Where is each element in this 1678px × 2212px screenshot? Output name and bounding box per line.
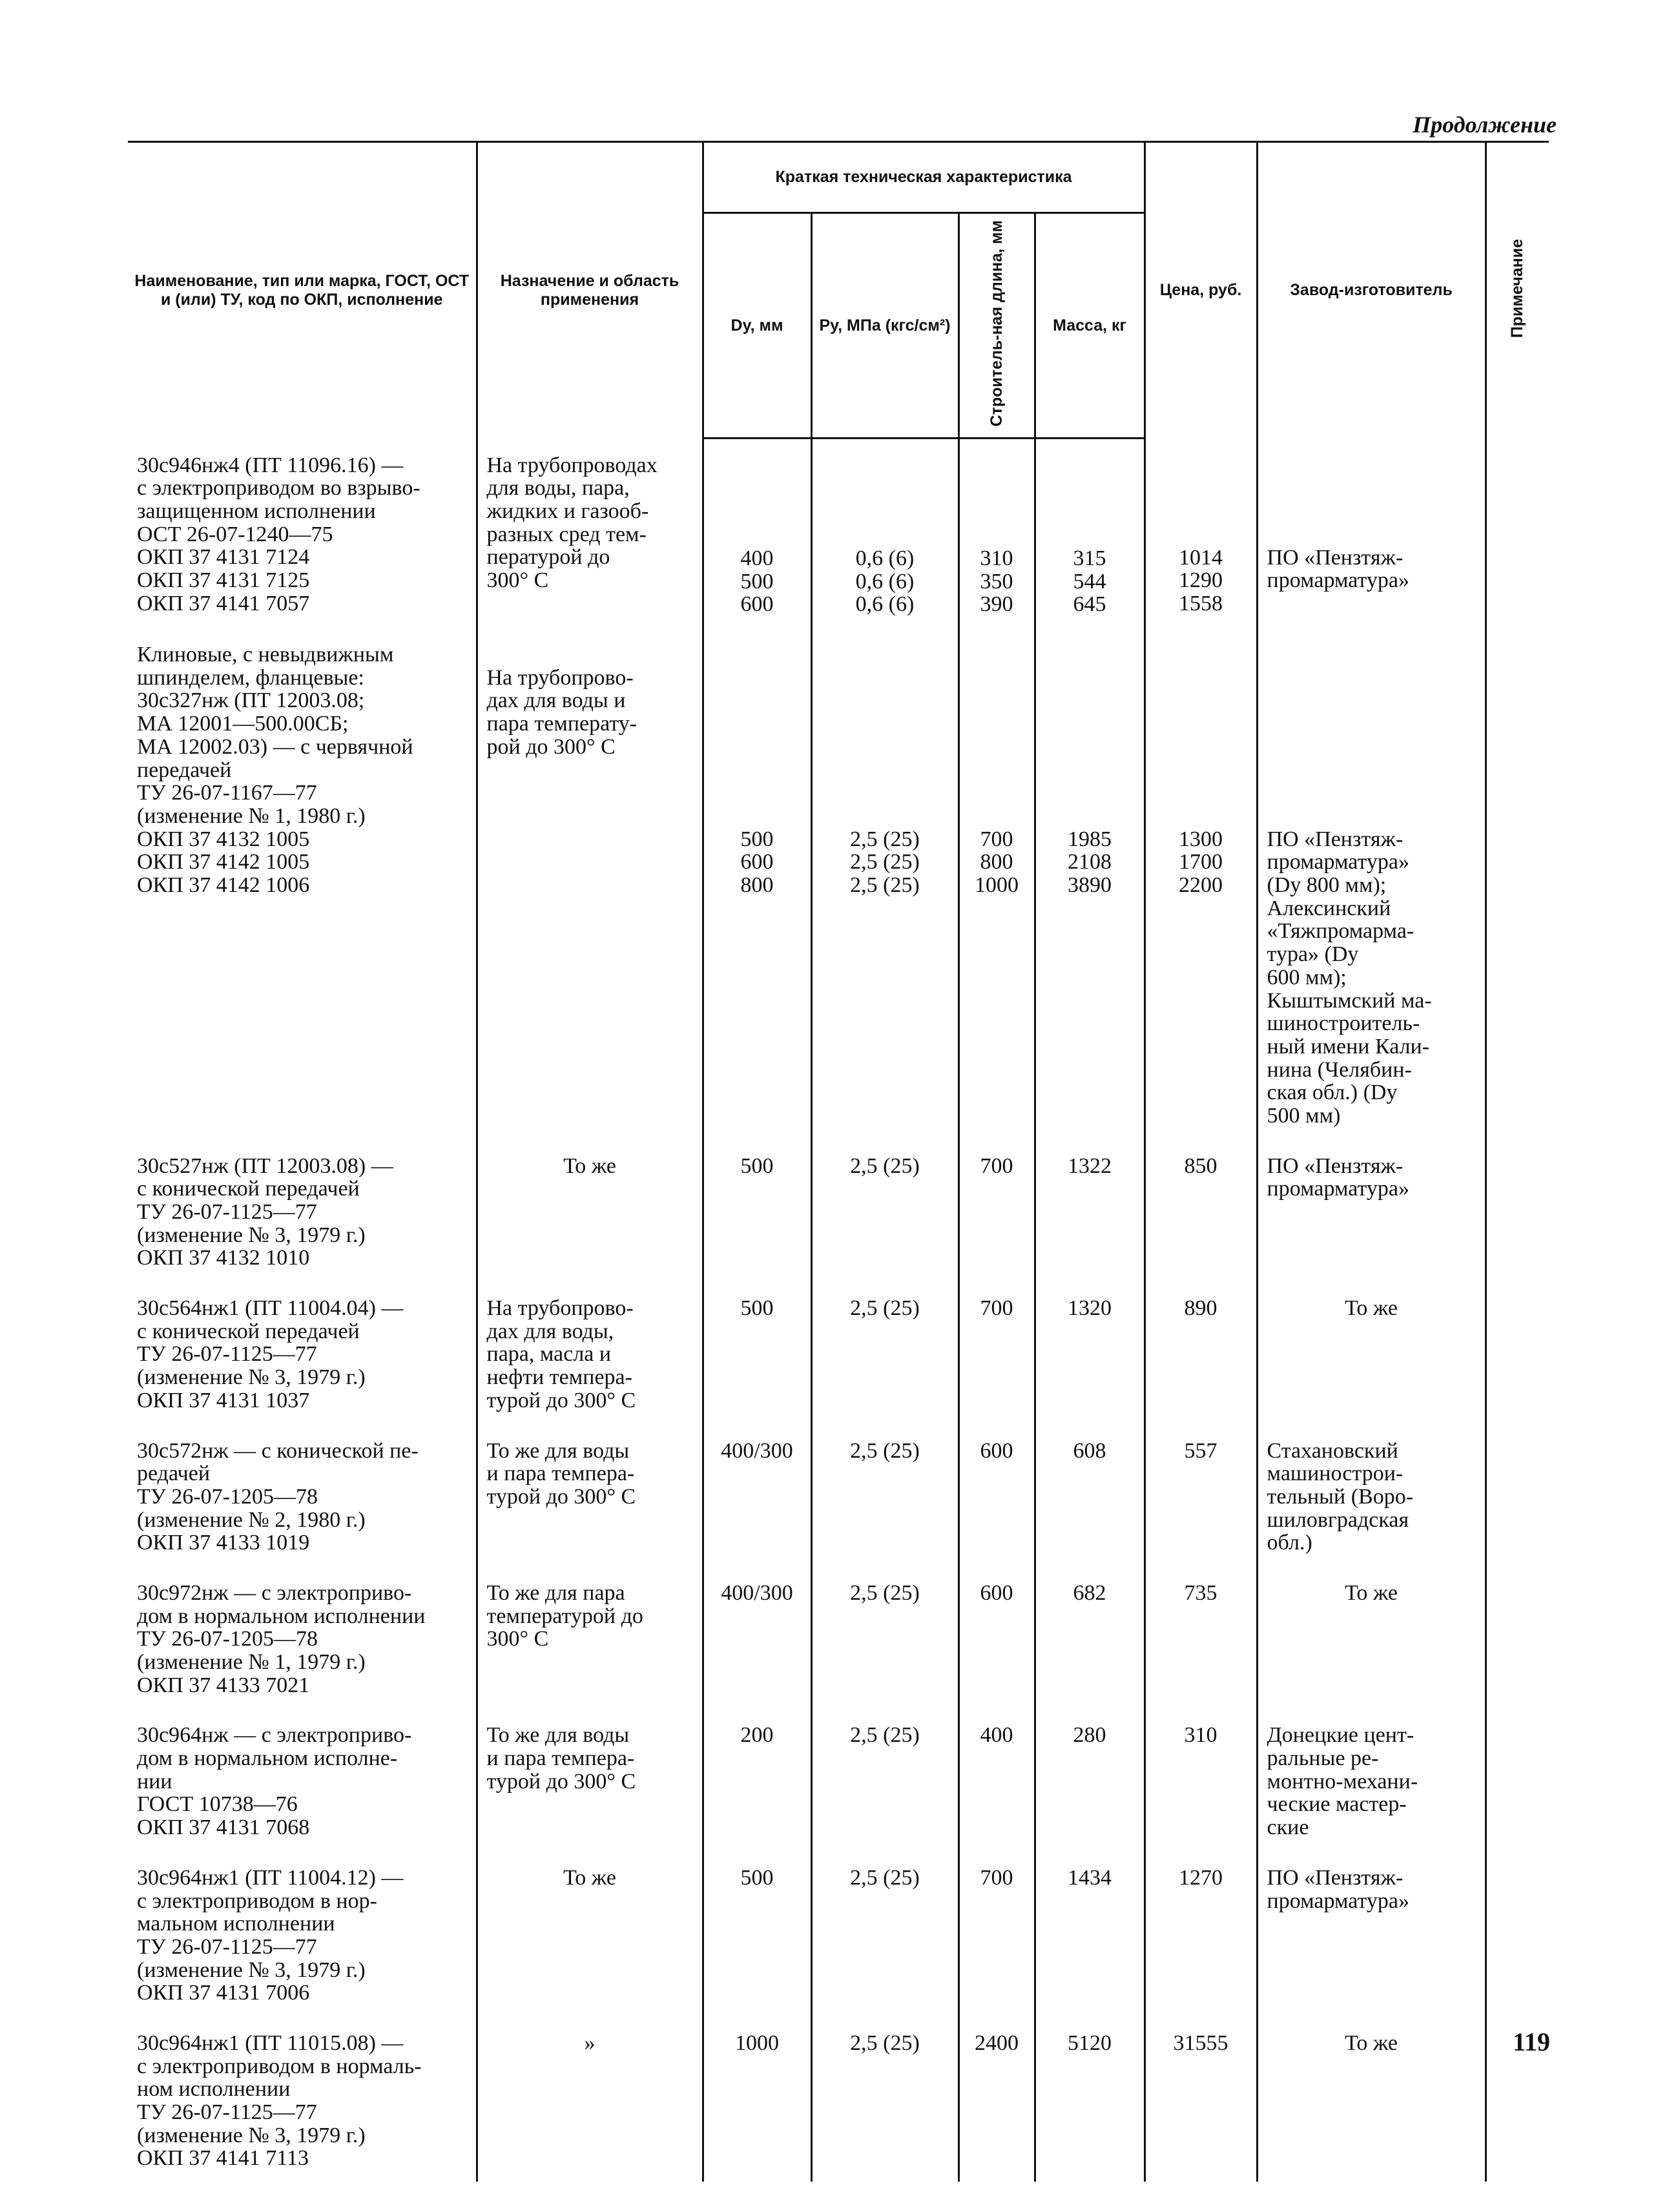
maker-line: Алексинский [1267, 896, 1391, 920]
dy-cell [703, 1424, 811, 1566]
name-line: мальном исполнении [137, 1912, 335, 1936]
length-line: 310 [980, 546, 1013, 571]
price-line: 1700 [1179, 850, 1223, 874]
price-cell [1145, 628, 1257, 1139]
purpose-cell [477, 1566, 703, 1708]
price-line: 1014 [1179, 545, 1223, 570]
name-line: ОКП 37 4132 1010 [137, 1246, 310, 1270]
name-line: ном исполнении [137, 2077, 291, 2102]
py-cell [811, 1708, 958, 1850]
price-cell [1145, 1281, 1257, 1423]
purpose-cell [477, 1708, 703, 1850]
name-line: 30с964нж1 (ПТ 11004.12) — [137, 1865, 404, 1890]
py-cell [811, 439, 958, 628]
py-line: 2,5 (25) [850, 1723, 920, 1748]
purpose-line: турой до 300° С [486, 1769, 636, 1793]
name-line: передачей [137, 758, 232, 782]
name-line: ОКП 37 4131 1037 [137, 1388, 310, 1412]
table-row [128, 628, 1549, 1139]
purpose-line: пературой до [486, 545, 610, 570]
price-line: 850 [1184, 1153, 1217, 1178]
price-line: 1290 [1179, 568, 1223, 593]
maker-line: промарматура» [1267, 1177, 1409, 1201]
name-line: (изменение № 2, 1980 г.) [137, 1507, 366, 1532]
table-row [128, 439, 1549, 628]
name-line: с электроприводом в нор- [137, 1888, 377, 1913]
price-line: 735 [1184, 1580, 1217, 1605]
dy-line: 500 [740, 1296, 774, 1321]
header-note-label: Примечание [1508, 238, 1527, 338]
length-cell [958, 1424, 1035, 1566]
purpose-line: То же для воды [486, 1723, 630, 1748]
maker-line: Донецкие цент- [1267, 1723, 1414, 1748]
name-line: шпинделем, фланцевые: [137, 665, 364, 690]
dy-line: 500 [740, 569, 774, 594]
header-py: Pу, МПа (кгс/см²) [811, 213, 958, 439]
length-line: 700 [980, 1865, 1013, 1890]
purpose-line: для воды, пара, [486, 476, 630, 501]
py-line: 2,5 (25) [850, 1438, 920, 1463]
maker-cell [1257, 628, 1486, 1139]
name-line: дом в нормальном исполне- [137, 1746, 398, 1771]
mass-line: 280 [1073, 1723, 1106, 1748]
table-header [128, 142, 1549, 439]
maker-line: тура» (Dу [1267, 942, 1359, 967]
name-line: 30с564нж1 (ПТ 11004.04) — [137, 1296, 404, 1321]
name-line: защищенном исполнении [137, 499, 376, 524]
dy-cell [703, 2016, 811, 2182]
maker-line: 600 мм); [1267, 965, 1347, 989]
maker-line: «Тяжпромарма- [1267, 919, 1414, 944]
dy-line: 800 [740, 873, 774, 898]
name-line: ОКП 37 4142 1005 [137, 850, 310, 874]
py-line: 2,5 (25) [850, 873, 920, 898]
purpose-line: турой до 300° С [486, 1388, 636, 1412]
mass-cell [1035, 439, 1145, 628]
dy-line: 200 [740, 1723, 774, 1748]
price-cell [1145, 439, 1257, 628]
purpose-line: пара, масла и [486, 1342, 612, 1367]
length-cell [958, 1708, 1035, 1850]
name-cell [128, 1424, 477, 1566]
maker-line: ральные ре- [1267, 1746, 1379, 1771]
note-cell [1486, 1566, 1549, 1708]
maker-line: То же [1345, 2031, 1398, 2055]
py-cell [811, 628, 958, 1139]
header-maker: Завод-изготовитель [1257, 142, 1486, 439]
name-line: ОКП 37 4133 1019 [137, 1531, 310, 1555]
length-line: 700 [980, 1296, 1013, 1321]
maker-line: ческие мастер- [1267, 1792, 1407, 1817]
length-line: 600 [980, 1438, 1013, 1463]
dy-line: 500 [740, 1865, 774, 1890]
length-line: 800 [980, 850, 1013, 874]
mass-cell [1035, 1851, 1145, 2016]
py-line: 2,5 (25) [850, 850, 920, 874]
length-line: 2400 [975, 2031, 1019, 2055]
price-line: 557 [1184, 1438, 1217, 1463]
name-cell [128, 1851, 477, 2016]
name-cell [128, 1708, 477, 1850]
price-line: 1558 [1179, 591, 1223, 615]
length-cell [958, 439, 1035, 628]
purpose-line: На трубопрово- [486, 665, 634, 690]
price-cell [1145, 1851, 1257, 2016]
mass-line: 1434 [1068, 1865, 1112, 1890]
dy-line: 500 [740, 1153, 774, 1178]
dy-cell [703, 1566, 811, 1708]
maker-line: промарматура» [1267, 1888, 1409, 1913]
name-line: 30с572нж — с конической пе- [137, 1438, 419, 1463]
mass-cell [1035, 1281, 1145, 1423]
length-line: 1000 [975, 873, 1019, 898]
name-line: (изменение № 1, 1979 г.) [137, 1650, 366, 1674]
name-line: (изменение № 1, 1980 г.) [137, 803, 366, 828]
note-cell [1486, 1139, 1549, 1281]
name-line: 30с946нж4 (ПТ 11096.16) — [137, 453, 404, 477]
maker-line: нина (Челябин- [1267, 1057, 1412, 1082]
purpose-cell [477, 2016, 703, 2182]
name-cell [128, 1281, 477, 1423]
purpose-line: дах для воды и [486, 688, 626, 713]
purpose-line: нефти темпера- [486, 1365, 632, 1390]
maker-line: ПО «Пензтяж- [1267, 545, 1404, 570]
maker-line: ный имени Кали- [1267, 1034, 1430, 1059]
header-price: Цена, руб. [1145, 142, 1257, 439]
price-line: 890 [1184, 1296, 1217, 1321]
name-line: (изменение № 3, 1979 г.) [137, 1223, 366, 1247]
name-line: ТУ 26-07-1125—77 [137, 1342, 317, 1367]
py-line: 0,6 (6) [855, 546, 915, 571]
py-line: 2,5 (25) [850, 1296, 920, 1321]
dy-cell [703, 1139, 811, 1281]
name-cell [128, 1139, 477, 1281]
maker-line: Стахановский [1267, 1438, 1398, 1463]
name-line: МА 12002.03) — с червячной [137, 734, 413, 759]
name-line: 30с964нж — с электроприво- [137, 1723, 412, 1748]
maker-line: ская обл.) (Dу [1267, 1080, 1398, 1105]
purpose-cell [477, 1851, 703, 2016]
py-cell [811, 1424, 958, 1566]
price-cell [1145, 1139, 1257, 1281]
maker-cell [1257, 1851, 1486, 2016]
valve-spec-table [128, 141, 1549, 2182]
length-line: 350 [980, 569, 1013, 594]
py-line: 2,5 (25) [850, 1153, 920, 1178]
name-line: с электроприводом в нормаль- [137, 2054, 422, 2078]
note-cell [1486, 1424, 1549, 1566]
purpose-line: жидких и газооб- [486, 499, 649, 524]
name-line: редачей [137, 1462, 211, 1486]
header-length [958, 213, 1035, 439]
name-line: ОКП 37 4133 7021 [137, 1673, 310, 1697]
purpose-line: и пара темпера- [486, 1746, 635, 1771]
name-line: 30с964нж1 (ПТ 11015.08) — [137, 2031, 404, 2055]
mass-line: 3890 [1068, 873, 1112, 898]
maker-cell [1257, 1708, 1486, 1850]
purpose-cell [477, 1424, 703, 1566]
maker-cell [1257, 1424, 1486, 1566]
purpose-line: То же [563, 1153, 616, 1178]
purpose-line: турой до 300° С [486, 1484, 636, 1509]
mass-cell [1035, 1424, 1145, 1566]
py-line: 0,6 (6) [855, 569, 915, 594]
mass-line: 1322 [1068, 1153, 1112, 1178]
length-cell [958, 1566, 1035, 1708]
name-line: ОКП 37 4131 7006 [137, 1981, 310, 2005]
name-cell [128, 1566, 477, 1708]
mass-cell [1035, 1566, 1145, 1708]
name-line: ОКП 37 4131 7124 [137, 545, 310, 570]
dy-cell [703, 1708, 811, 1850]
name-line: нии [137, 1769, 172, 1793]
mass-line: 315 [1073, 546, 1106, 571]
py-cell [811, 1566, 958, 1708]
name-line: (изменение № 3, 1979 г.) [137, 1958, 366, 1982]
header-mass: Масса, кг [1035, 213, 1145, 439]
note-cell [1486, 1851, 1549, 2016]
maker-line: промарматура» [1267, 568, 1409, 593]
name-line: ОКП 37 4131 7068 [137, 1815, 310, 1840]
py-line: 2,5 (25) [850, 2031, 920, 2055]
name-line: ОСТ 26-07-1240—75 [137, 522, 333, 546]
name-line: (изменение № 3, 1979 г.) [137, 1365, 366, 1390]
mass-cell [1035, 628, 1145, 1139]
purpose-line: и пара темпера- [486, 1462, 635, 1486]
table-body [128, 439, 1549, 2182]
header-length-label: Строитель-ная длина, мм [987, 220, 1006, 427]
length-cell [958, 1139, 1035, 1281]
price-line: 1300 [1179, 827, 1223, 851]
purpose-line: На трубопроводах [486, 453, 658, 477]
purpose-cell [477, 628, 703, 1139]
dy-line: 600 [740, 592, 774, 617]
mass-line: 1320 [1068, 1296, 1112, 1321]
table-row [128, 1139, 1549, 1281]
py-cell [811, 2016, 958, 2182]
mass-line: 2108 [1068, 850, 1112, 874]
maker-line: машинострои- [1267, 1462, 1404, 1486]
name-line: 30с972нж — с электроприво- [137, 1580, 412, 1605]
price-cell [1145, 1708, 1257, 1850]
purpose-line: дах для воды, [486, 1319, 614, 1343]
name-line: Клиновые, с невыдвижным [137, 643, 394, 667]
maker-line: шиловградская [1267, 1507, 1409, 1532]
maker-line: То же [1345, 1296, 1398, 1321]
maker-line: промарматура» [1267, 850, 1409, 874]
dy-cell [703, 439, 811, 628]
table-row [128, 1851, 1549, 2016]
purpose-line: То же для пара [486, 1580, 625, 1605]
maker-line: тельный (Воро- [1267, 1484, 1414, 1509]
header-name: Наименование, тип или марка, ГОСТ, ОСТ и (или) ТУ, код по ОКП, исполнение [128, 142, 477, 439]
maker-line: ские [1267, 1815, 1309, 1840]
length-cell [958, 1281, 1035, 1423]
name-line: ТУ 26-07-1205—78 [137, 1627, 318, 1651]
mass-cell [1035, 1708, 1145, 1850]
price-line: 31555 [1173, 2031, 1228, 2055]
purpose-line: 300° С [486, 1627, 549, 1651]
length-cell [958, 2016, 1035, 2182]
name-line: ТУ 26-07-1125—77 [137, 1934, 317, 1959]
maker-cell [1257, 439, 1486, 628]
maker-line: ПО «Пензтяж- [1267, 827, 1404, 851]
table-row [128, 2016, 1549, 2182]
header-note [1486, 142, 1549, 439]
header-spec-group: Краткая техническая характеристика [703, 142, 1145, 213]
purpose-line: То же для воды [486, 1438, 630, 1463]
price-cell [1145, 1566, 1257, 1708]
purpose-cell [477, 1281, 703, 1423]
mass-line: 608 [1073, 1438, 1106, 1463]
name-line: 30с327нж (ПТ 12003.08; [137, 688, 365, 713]
py-cell [811, 1139, 958, 1281]
maker-cell [1257, 1281, 1486, 1423]
name-line: с конической передачей [137, 1177, 360, 1201]
purpose-line: разных сред тем- [486, 522, 647, 546]
name-cell [128, 439, 477, 628]
maker-line: 500 мм) [1267, 1103, 1341, 1128]
name-line: ТУ 26-07-1125—77 [137, 2100, 317, 2124]
length-line: 390 [980, 592, 1013, 617]
dy-line: 500 [740, 827, 774, 851]
dy-line: 400/300 [721, 1438, 793, 1463]
name-line: с электроприводом во взрыво- [137, 476, 420, 501]
mass-line: 5120 [1068, 2031, 1112, 2055]
price-line: 2200 [1179, 873, 1223, 898]
mass-line: 544 [1073, 569, 1106, 594]
name-line: ОКП 37 4132 1005 [137, 827, 310, 851]
length-line: 400 [980, 1723, 1013, 1748]
price-line: 1270 [1179, 1865, 1223, 1890]
maker-line: обл.) [1267, 1531, 1312, 1555]
price-cell [1145, 1424, 1257, 1566]
note-cell [1486, 1281, 1549, 1423]
maker-line: монтно-механи- [1267, 1769, 1418, 1793]
dy-line: 1000 [735, 2031, 779, 2055]
maker-line: Кыштымский ма- [1267, 988, 1432, 1013]
name-line: ОКП 37 4131 7125 [137, 568, 310, 593]
name-cell [128, 2016, 477, 2182]
name-line: ОКП 37 4141 7057 [137, 591, 310, 615]
py-line: 0,6 (6) [855, 592, 915, 617]
purpose-line: » [584, 2031, 596, 2055]
name-line: дом в нормальном исполнении [137, 1604, 426, 1628]
name-line: МА 12001—500.00СБ; [137, 712, 349, 736]
dy-line: 600 [740, 850, 774, 874]
table-row [128, 1566, 1549, 1708]
table-row [128, 1424, 1549, 1566]
maker-line: шиностроитель- [1267, 1011, 1420, 1036]
mass-line: 682 [1073, 1580, 1106, 1605]
name-line: (изменение № 3, 1979 г.) [137, 2123, 366, 2147]
dy-cell [703, 1851, 811, 2016]
py-line: 2,5 (25) [850, 827, 920, 851]
mass-line: 1985 [1068, 827, 1112, 851]
dy-cell [703, 628, 811, 1139]
name-line: с конической передачей [137, 1319, 360, 1343]
table-row [128, 1708, 1549, 1850]
purpose-line: пара температу- [486, 712, 637, 736]
table-row [128, 1281, 1549, 1423]
py-line: 2,5 (25) [850, 1865, 920, 1890]
length-line: 600 [980, 1580, 1013, 1605]
continuation-label: Продолжение [1413, 112, 1557, 138]
name-line: 30с527нж (ПТ 12003.08) — [137, 1153, 393, 1178]
name-line: ТУ 26-07-1205—78 [137, 1484, 318, 1509]
note-cell [1486, 628, 1549, 1139]
py-line: 2,5 (25) [850, 1580, 920, 1605]
name-line: ТУ 26-07-1167—77 [137, 781, 317, 805]
length-line: 700 [980, 827, 1013, 851]
header-dy: Dу, мм [703, 213, 811, 439]
purpose-cell [477, 1139, 703, 1281]
purpose-line: 300° С [486, 568, 549, 593]
maker-line: ПО «Пензтяж- [1267, 1153, 1404, 1178]
py-cell [811, 1851, 958, 2016]
maker-cell [1257, 2016, 1486, 2182]
maker-line: То же [1345, 1580, 1398, 1605]
note-cell [1486, 439, 1549, 628]
length-cell [958, 1851, 1035, 2016]
py-cell [811, 1281, 958, 1423]
note-cell [1486, 1708, 1549, 1850]
purpose-line: температурой до [486, 1604, 643, 1628]
dy-cell [703, 1281, 811, 1423]
name-line: ТУ 26-07-1125—77 [137, 1200, 317, 1224]
name-line: ОКП 37 4142 1006 [137, 873, 310, 897]
page-number: 119 [1513, 2027, 1550, 2056]
dy-line: 400/300 [721, 1580, 793, 1605]
name-line: ГОСТ 10738—76 [137, 1792, 298, 1817]
purpose-line: На трубопрово- [486, 1296, 634, 1321]
maker-cell [1257, 1566, 1486, 1708]
purpose-line: То же [563, 1865, 616, 1890]
maker-line: ПО «Пензтяж- [1267, 1865, 1404, 1890]
purpose-line: рой до 300° С [486, 734, 616, 759]
name-line: ОКП 37 4141 7113 [137, 2146, 309, 2171]
price-cell [1145, 2016, 1257, 2182]
dy-line: 400 [740, 546, 774, 571]
name-cell [128, 628, 477, 1139]
length-cell [958, 628, 1035, 1139]
maker-line: (Dу 800 мм); [1267, 873, 1387, 898]
maker-cell [1257, 1139, 1486, 1281]
purpose-cell [477, 439, 703, 628]
mass-line: 645 [1073, 592, 1106, 617]
price-line: 310 [1184, 1723, 1217, 1748]
mass-cell [1035, 2016, 1145, 2182]
length-line: 700 [980, 1153, 1013, 1178]
mass-cell [1035, 1139, 1145, 1281]
header-purpose: Назначение и область применения [477, 142, 703, 439]
